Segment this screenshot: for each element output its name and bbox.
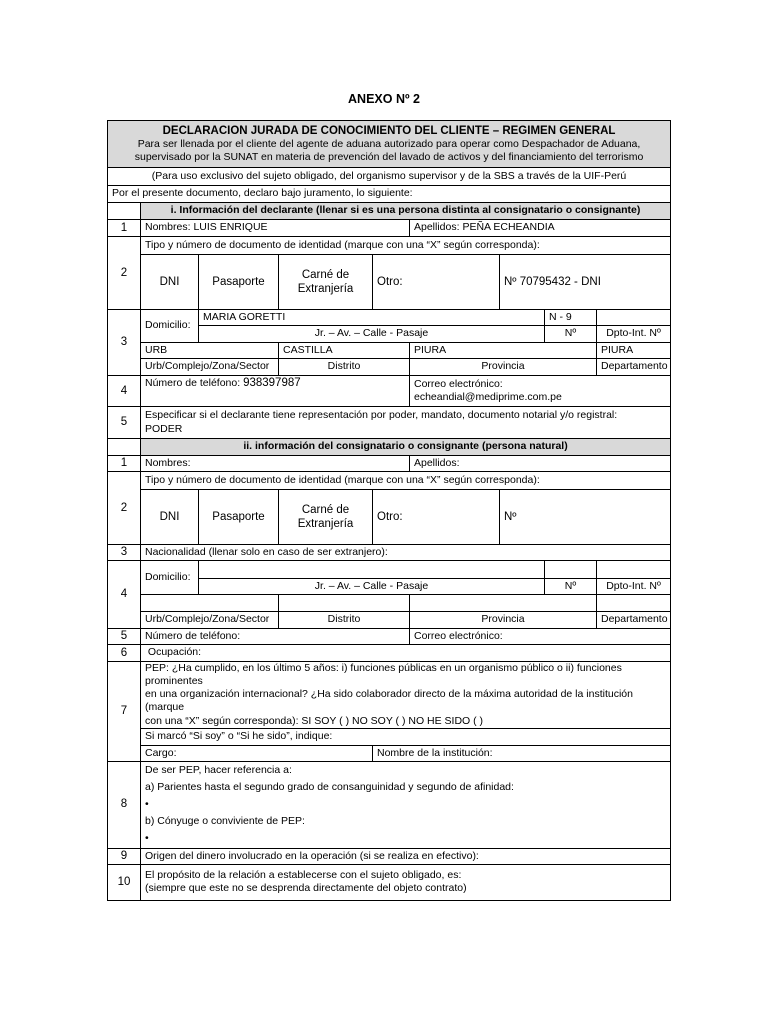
row-number: 4: [108, 376, 141, 407]
occupation-field[interactable]: [141, 645, 671, 662]
street-type-label: Jr. – Av. – Calle - Pasaje: [199, 579, 545, 595]
consignee-email-field[interactable]: Correo electrónico:: [410, 629, 671, 645]
consignee-street-number-value[interactable]: [545, 561, 597, 579]
row-number: 5: [108, 629, 141, 645]
representation-field[interactable]: [141, 407, 671, 439]
doc-type-foreign-card[interactable]: Carné de Extranjería: [279, 255, 373, 310]
district-label: Distrito: [279, 612, 410, 629]
declarant-doc-number[interactable]: Nº 70795432 - DNI: [500, 255, 671, 310]
department-label: Departamento: [597, 612, 671, 629]
district-label: Distrito: [279, 359, 410, 376]
row-number: 1: [108, 456, 141, 472]
form-header-title: DECLARACION JURADA DE CONOCIMIENTO DEL CLIENTE – REGIMEN GENERAL: [162, 124, 616, 137]
pep-line1: PEP: ¿Ha cumplido, en los último 5 años: i) funciones públicas en un organismo público o ii) funciones prominentes: [145, 662, 622, 688]
pep-position-field[interactable]: Cargo:: [141, 745, 373, 761]
bullet: •: [145, 831, 149, 844]
declaration-form: [107, 120, 671, 901]
street-type-label: Jr. – Av. – Calle - Pasaje: [199, 326, 545, 343]
pep-reference-line: De ser PEP, hacer referencia a:: [145, 763, 292, 776]
row-number: 2: [108, 472, 141, 545]
doc-type-dni[interactable]: DNI: [141, 490, 199, 545]
consignee-doc-number[interactable]: Nº: [500, 490, 671, 545]
declarant-names-label: Nombres:: [145, 221, 191, 234]
form-usage-note: (Para uso exclusivo del sujeto obligado, del organismo supervisor y de la SBS a través de la UIF-Perú: [108, 168, 671, 186]
declarant-surnames-value: PEÑA ECHEANDIA: [462, 221, 555, 234]
declarant-urb-value[interactable]: URB: [141, 343, 279, 359]
urb-label: Urb/Complejo/Zona/Sector: [141, 359, 279, 376]
pep-spouse-line: b) Cónyuge o conviviente de PEP:: [145, 814, 305, 827]
representation-text: Especificar si el declarante tiene representación por poder, mandato, documento notarial y/o registral:: [145, 409, 618, 422]
street-number-label: Nº: [545, 579, 597, 595]
declarant-apt-value[interactable]: [597, 310, 671, 326]
relationship-purpose-field[interactable]: [141, 864, 671, 900]
consignee-urb-value[interactable]: [141, 595, 279, 612]
pep-relatives-field[interactable]: [141, 761, 671, 848]
consignee-apt-value[interactable]: [597, 561, 671, 579]
urb-label: Urb/Complejo/Zona/Sector: [141, 612, 279, 629]
declarant-street-number-value[interactable]: N - 9: [545, 310, 597, 326]
pep-question[interactable]: [141, 662, 671, 729]
consignee-phone-field[interactable]: Número de teléfono:: [141, 629, 410, 645]
province-label: Provincia: [410, 359, 597, 376]
province-label: Provincia: [410, 612, 597, 629]
row-number: 9: [108, 848, 141, 864]
doc-type-other[interactable]: Otro:: [373, 255, 500, 310]
declarant-phone-value: 938397987: [243, 377, 301, 389]
apt-number-label: Dpto-Int. Nº: [597, 579, 671, 595]
declarant-phone-field[interactable]: [141, 376, 410, 407]
phone-label: Número de teléfono:: [145, 377, 241, 389]
consignee-address-label: Domicilio:: [141, 561, 199, 595]
pep-institution-field[interactable]: Nombre de la institución:: [373, 745, 671, 761]
section2-heading: ii. información del consignatario o consignante (persona natural): [141, 439, 671, 456]
bullet: •: [145, 797, 149, 810]
purpose-line1: El propósito de la relación a establecerse con el sujeto obligado, es:: [145, 869, 462, 881]
consignee-surnames-field[interactable]: Apellidos:: [410, 456, 671, 472]
doc-type-passport[interactable]: Pasaporte: [199, 255, 279, 310]
declarant-district-value[interactable]: CASTILLA: [279, 343, 410, 359]
nationality-field[interactable]: Nacionalidad (llenar solo en caso de ser extranjero):: [141, 545, 671, 561]
consignee-doc-instruction: Tipo y número de documento de identidad (marque con una “X” según corresponda):: [141, 472, 671, 490]
row-number: 10: [108, 864, 141, 900]
row-number: 6: [108, 645, 141, 662]
form-header: [108, 121, 671, 168]
row-number: 3: [108, 310, 141, 376]
row-number: 7: [108, 662, 141, 762]
declarant-street-value[interactable]: MARIA GORETTI: [199, 310, 545, 326]
consignee-department-value[interactable]: [597, 595, 671, 612]
occupation-label: Ocupación:: [147, 646, 202, 659]
declarant-email-field[interactable]: [410, 376, 671, 407]
declarant-names-value: LUIS ENRIQUE: [193, 221, 268, 234]
money-origin-field[interactable]: Origen del dinero involucrado en la operación (si se realiza en efectivo):: [141, 848, 671, 864]
declarant-province-value[interactable]: PIURA: [410, 343, 597, 359]
doc-type-other[interactable]: Otro:: [373, 490, 500, 545]
email-label: Correo electrónico:: [414, 377, 503, 390]
consignee-street-value[interactable]: [199, 561, 545, 579]
declarant-email-value: echeandial@mediprime.com.pe: [414, 391, 562, 403]
declarant-names-field[interactable]: [141, 220, 410, 237]
row-number: 4: [108, 561, 141, 629]
row-number: 5: [108, 407, 141, 439]
form-intro: Por el presente documento, declaro bajo juramento, lo siguiente:: [108, 186, 671, 203]
pep-relatives-line: a) Parientes hasta el segundo grado de consanguinidad y segundo de afinidad:: [145, 780, 514, 793]
form-header-line2: supervisado por la SUNAT en materia de prevención del lavado de activos y del financiamiento del terrorismo: [134, 151, 644, 164]
row-number: 3: [108, 545, 141, 561]
apt-number-label: Dpto-Int. Nº: [597, 326, 671, 343]
doc-type-dni[interactable]: DNI: [141, 255, 199, 310]
purpose-line2: (siempre que este no se desprenda directamente del objeto contrato): [145, 882, 467, 895]
doc-type-passport[interactable]: Pasaporte: [199, 490, 279, 545]
consignee-province-value[interactable]: [410, 595, 597, 612]
form-header-line1: Para ser llenada por el cliente del agente de aduana autorizado para operar como Despachador de Aduana,: [137, 138, 641, 151]
street-number-label: Nº: [545, 326, 597, 343]
representation-value: PODER: [145, 422, 183, 435]
pep-indicate: Si marcó “Si soy” o “Si he sido”, indique:: [141, 728, 671, 745]
declarant-address-label: Domicilio:: [141, 310, 199, 343]
document-title: ANEXO Nº 2: [348, 92, 420, 106]
declarant-surnames-field[interactable]: [410, 220, 671, 237]
row-number: 2: [108, 237, 141, 310]
department-label: Departamento: [597, 359, 671, 376]
pep-line2: en una organización internacional? ¿Ha sido colaborador directo de la máxima autoridad de la institución (marque: [145, 688, 633, 714]
consignee-names-field[interactable]: Nombres:: [141, 456, 410, 472]
declarant-surnames-label: Apellidos:: [414, 221, 460, 234]
row-number: 1: [108, 220, 141, 237]
consignee-district-value[interactable]: [279, 595, 410, 612]
section1-heading: i. Información del declarante (llenar si es una persona distinta al consignatario o consignante): [141, 203, 671, 220]
row-number: 8: [108, 761, 141, 848]
pep-line3: con una “X” según corresponda): SI SOY ( ) NO SOY ( ) NO HE SIDO ( ): [145, 714, 484, 727]
declarant-doc-instruction: Tipo y número de documento de identidad (marque con una “X” según corresponda):: [141, 237, 671, 255]
doc-type-foreign-card[interactable]: Carné de Extranjería: [279, 490, 373, 545]
declarant-department-value[interactable]: PIURA: [597, 343, 671, 359]
